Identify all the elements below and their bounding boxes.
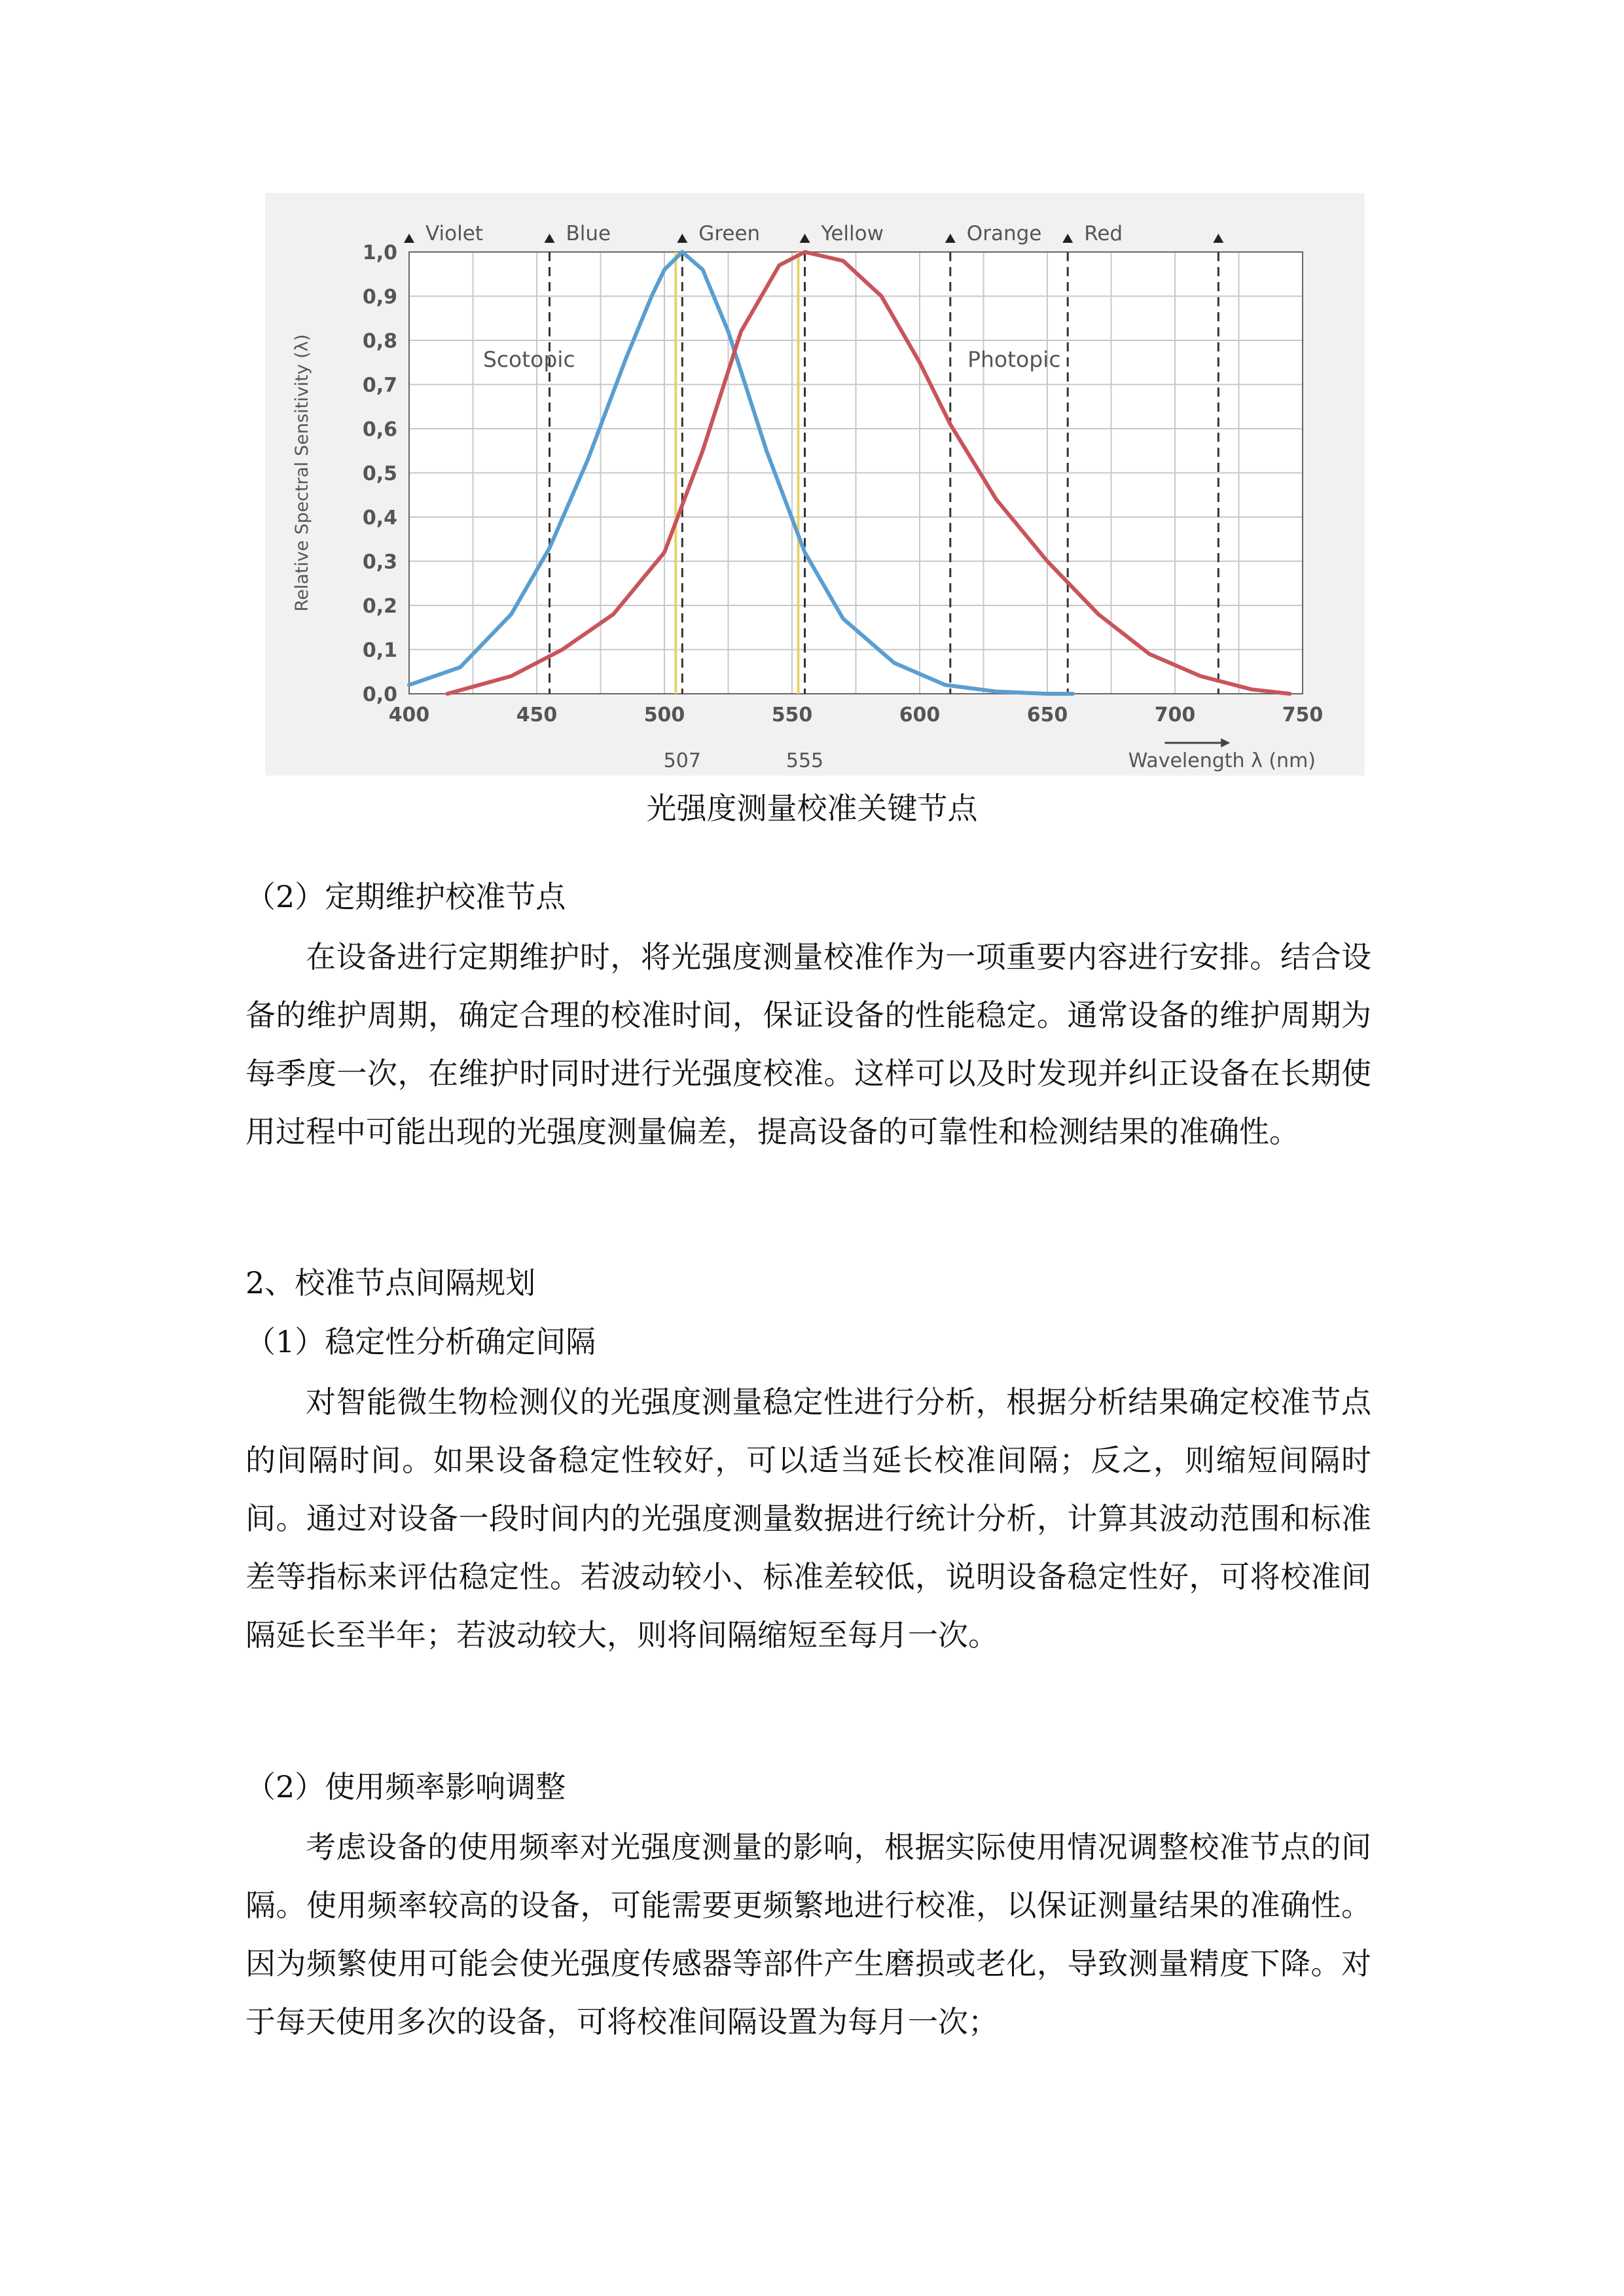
y-tick-label: 0,3 <box>362 550 397 574</box>
band-marker-arrow <box>404 234 414 243</box>
annotation-scotopic: Scotopic <box>482 346 575 372</box>
x-axis-label: Wavelength λ (nm) <box>1128 749 1316 772</box>
band-marker-arrow <box>1062 234 1073 243</box>
spectral-sensitivity-figure <box>265 193 1365 776</box>
x-tick-label: 450 <box>516 704 558 726</box>
band-marker-arrow <box>945 234 956 243</box>
heading-interval-planning: 2、校准节点间隔规划 <box>245 1265 536 1300</box>
y-tick-label: 0,7 <box>362 374 397 397</box>
band-label-orange: Orange <box>966 222 1042 245</box>
y-tick-label: 0,5 <box>362 462 397 486</box>
y-tick-label: 0,9 <box>362 285 397 309</box>
paragraph-periodic-maintenance: 在设备进行定期维护时，将光强度测量校准作为一项重要内容进行安排。结合设备的维护周期，确定合理的校准时间，保证设备的性能稳定。通常设备的维护周期为每季度一次，在维护时同时进行光强度校准。这样可以及时发现并纠正设备在长期使用过程中可能出现的光强度测量偏差，提高设备的可靠性和检测结果的准确性。 <box>245 939 1371 1149</box>
x-axis-arrow-head <box>1221 738 1230 747</box>
band-label-red: Red <box>1084 222 1123 245</box>
y-tick-label: 0,4 <box>362 507 397 529</box>
band-label-blue: Blue <box>566 222 611 245</box>
x-tick-label: 700 <box>1154 704 1196 726</box>
band-label-violet: Violet <box>425 222 483 245</box>
peak-marker-label: 555 <box>785 749 824 772</box>
x-tick-label: 550 <box>771 704 813 726</box>
peak-marker-label: 507 <box>663 749 701 772</box>
band-marker-arrow <box>1213 234 1223 243</box>
x-tick-label: 750 <box>1282 704 1324 726</box>
band-marker-arrow <box>677 234 687 243</box>
paragraph-usage-frequency: 考虑设备的使用频率对光强度测量的影响，根据实际使用情况调整校准节点的间隔。使用频率较高的设备，可能需要更频繁地进行校准，以保证测量结果的准确性。因为频繁使用可能会使光强度传感器等部件产生磨损或老化，导致测量精度下降。对于每天使用多次的设备，可将校准间隔设置为每月一次； <box>245 1829 1371 2039</box>
y-tick-label: 0,6 <box>362 418 397 441</box>
figure-caption: 光强度测量校准关键节点 <box>646 791 978 826</box>
annotation-photopic: Photopic <box>967 346 1061 372</box>
y-axis-label: Relative Spectral Sensitivity (λ) <box>292 334 312 612</box>
band-marker-arrow <box>545 234 555 243</box>
y-tick-label: 1,0 <box>362 242 397 264</box>
x-tick-label: 650 <box>1026 704 1068 726</box>
x-tick-label: 600 <box>899 704 941 726</box>
spectral-sensitivity-chart <box>265 193 1365 776</box>
heading-periodic-maintenance: （2）定期维护校准节点 <box>245 879 566 914</box>
band-marker-arrow <box>800 234 810 243</box>
y-tick-label: 0,1 <box>362 639 397 662</box>
y-tick-label: 0,0 <box>362 683 397 706</box>
x-tick-label: 500 <box>643 704 685 726</box>
band-label-green: Green <box>698 222 761 245</box>
band-label-yellow: Yellow <box>821 222 884 245</box>
heading-stability-analysis: （1）稳定性分析确定间隔 <box>245 1324 596 1359</box>
x-tick-label: 400 <box>388 704 430 726</box>
heading-usage-frequency: （2）使用频率影响调整 <box>245 1769 566 1804</box>
paragraph-stability-analysis: 对智能微生物检测仪的光强度测量稳定性进行分析，根据分析结果确定校准节点的间隔时间。如果设备稳定性较好，可以适当延长校准间隔；反之，则缩短间隔时间。通过对设备一段时间内的光强度测量数据进行统计分析，计算其波动范围和标准差等指标来评估稳定性。若波动较小、标准差较低，说明设备稳定性好，可将校准间隔延长至半年；若波动较大，则将间隔缩短至每月一次。 <box>245 1384 1371 1653</box>
y-tick-label: 0,8 <box>362 330 397 353</box>
y-tick-label: 0,2 <box>362 595 397 618</box>
